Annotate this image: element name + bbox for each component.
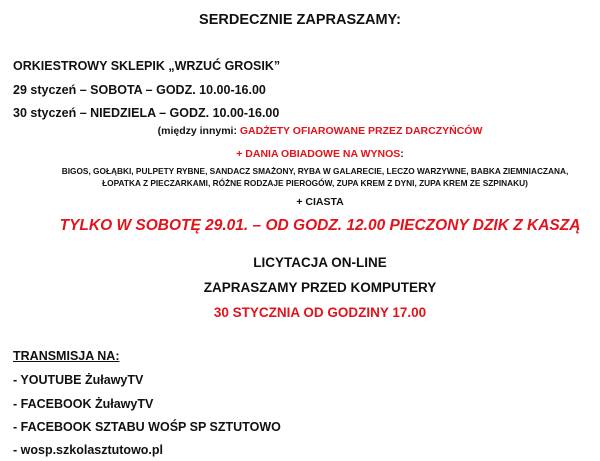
broadcast-item-website: - wosp.szkolasztutowo.pl xyxy=(13,443,164,457)
auction-title: LICYTACJA ON-LINE xyxy=(253,255,387,270)
offer-gadgets: GADŻETY OFIAROWANE PRZEZ DARCZYŃCÓW xyxy=(239,125,483,137)
menu-line-1: BIGOS, GOŁĄBKI, PULPETY RYBNE, SANDACZ SMAŻONY, RYBA W GALARECIE, LECZO WARZYWNE, BABKA ZIEMNIACZANA, xyxy=(61,166,569,176)
shop-name: ORKIESTROWY SKLEPIK „WRZUĆ GROSIK” xyxy=(13,59,281,73)
special-offer: TYLKO W SOBOTĘ 29.01. – OD GODZ. 12.00 PIECZONY DZIK Z KASZĄ xyxy=(59,217,581,234)
offer-among-line xyxy=(0,126,600,137)
broadcast-item-youtube: - YOUTUBE ŻuławyTV xyxy=(13,373,144,387)
shop-day-sunday: 30 styczeń – NIEDZIELA – GODZ. 10.00-16.00 xyxy=(13,106,280,120)
offer-dishes: + DANIA OBIADOWE NA WYNOS xyxy=(236,148,401,160)
offer-dishes-colon: : xyxy=(400,148,404,160)
page-title: SERDECZNIE ZAPRASZAMY: xyxy=(199,12,401,28)
offer-cakes: + CIASTA xyxy=(296,196,344,208)
broadcast-heading: TRANSMISJA NA: xyxy=(13,349,120,363)
menu-line-2: ŁOPATKA Z PIECZARKAMI, RÓŻNE RODZAJE PIEROGÓW, ZUPA KREM Z DYNI, ZUPA KREM ZE SZPINAKU) xyxy=(102,178,528,188)
offer-among-prefix: (między innymi: xyxy=(157,125,240,137)
offer-dishes-line xyxy=(0,149,600,160)
auction-date: 30 STYCZNIA OD GODZINY 17.00 xyxy=(213,305,427,320)
auction-invite: ZAPRASZAMY PRZED KOMPUTERY xyxy=(203,280,437,295)
broadcast-item-facebook-wosp: - FACEBOOK SZTABU WOŚP SP SZTUTOWO xyxy=(13,420,281,434)
broadcast-item-facebook-zulawy: - FACEBOOK ŻuławyTV xyxy=(13,397,154,411)
shop-day-saturday: 29 styczeń – SOBOTA – GODZ. 10.00-16.00 xyxy=(13,83,266,97)
